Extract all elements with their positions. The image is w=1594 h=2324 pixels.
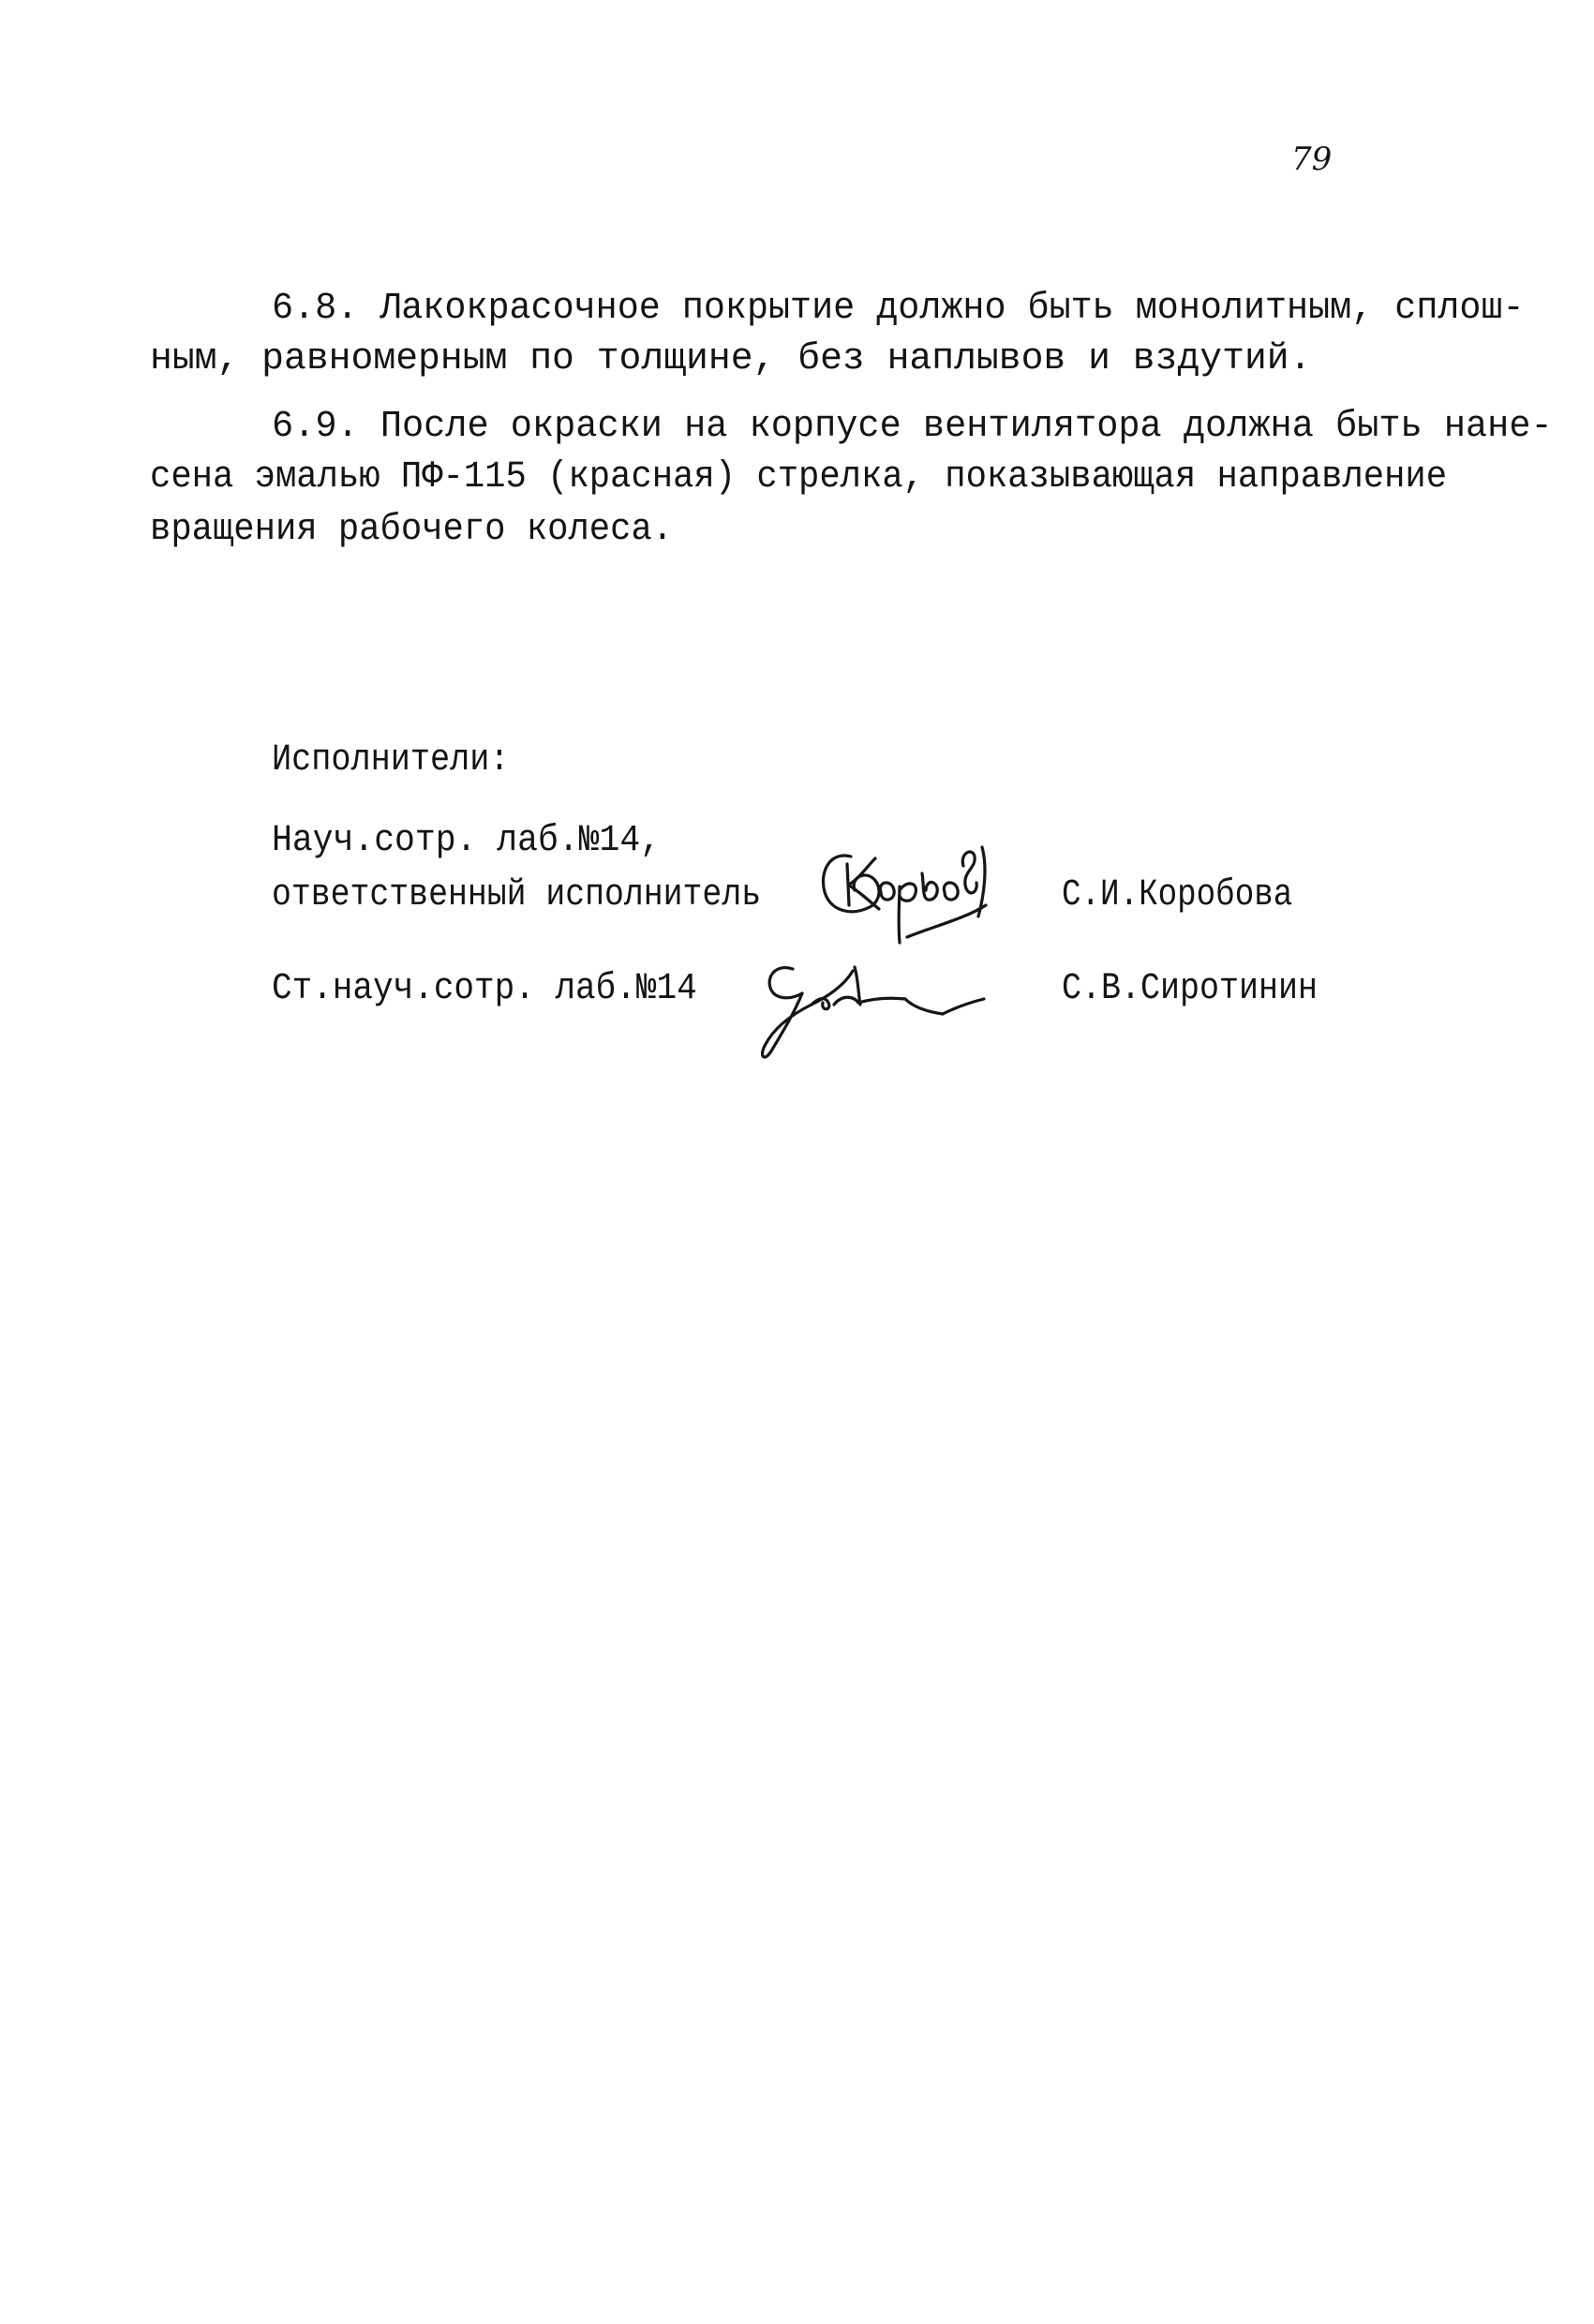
executor-1-name: С.И.Коробова xyxy=(1062,874,1293,916)
page-number: 79 xyxy=(1291,141,1333,178)
paragraph-6-8-line-2: ным, равномерным по толщине, без наплывов и вздутий. xyxy=(150,338,1312,380)
executor-1-position-line-2: ответственный исполнитель xyxy=(272,874,762,916)
signature-korobova xyxy=(813,840,1020,961)
paragraph-6-8-line-1: 6.8. Лакокрасочное покрытие должно быть монолитным, сплош- xyxy=(272,288,1525,330)
executors-heading: Исполнители: xyxy=(272,739,510,782)
signature-sirotinin xyxy=(755,946,1008,1068)
paragraph-6-9-line-2: сена эмалью ПФ-115 (красная) стрелка, показывающая направление xyxy=(150,456,1448,499)
paragraph-6-9-line-1: 6.9. После окраски на корпусе вентилятора должна быть нане- xyxy=(272,406,1553,448)
executor-2-name: С.В.Сиротинин xyxy=(1062,968,1318,1010)
paragraph-6-9-line-3: вращения рабочего колеса. xyxy=(150,509,674,551)
executor-1-position-line-1: Науч.сотр. лаб.№14, xyxy=(272,820,662,862)
executor-2-position-line-1: Ст.науч.сотр. лаб.№14 xyxy=(272,968,697,1010)
